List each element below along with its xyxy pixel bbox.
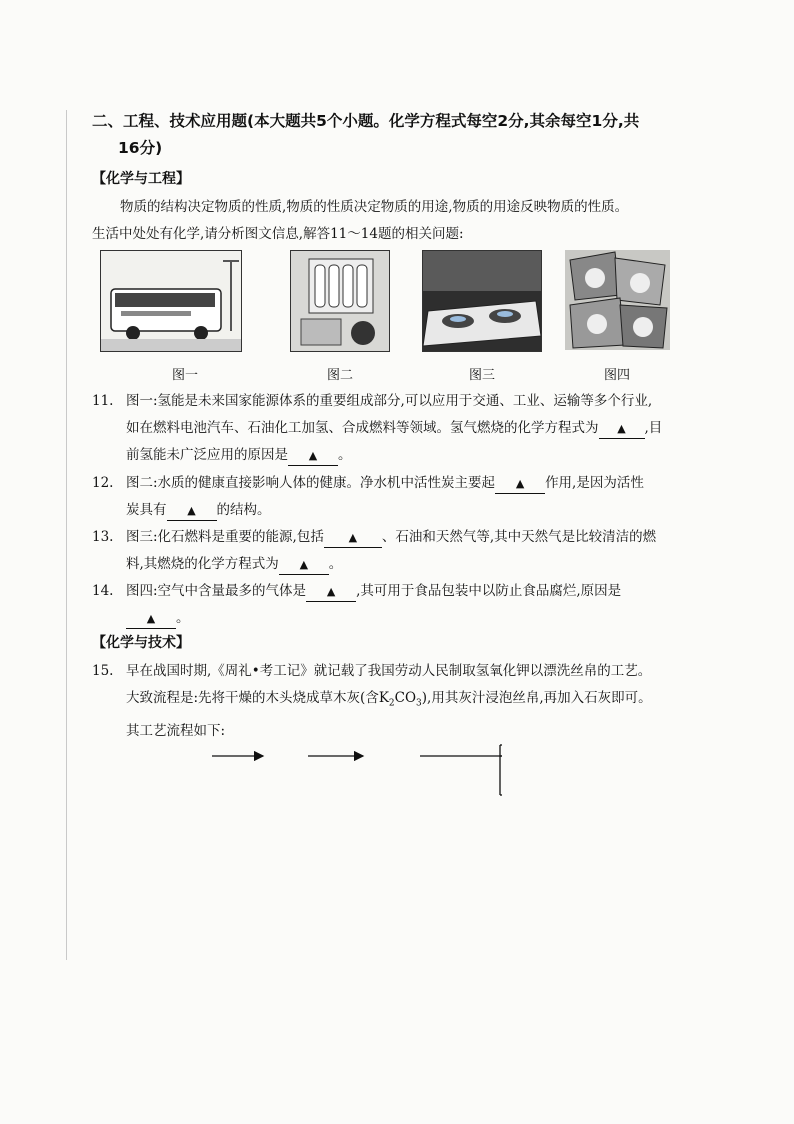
q14-blank-reason[interactable] xyxy=(126,609,176,629)
question-12 xyxy=(92,470,697,524)
q12-line2b: 的结构。 xyxy=(216,502,271,518)
flowchart-arrows xyxy=(160,740,620,855)
q14-line1a: 图四:空气中含量最多的气体是 xyxy=(126,583,307,599)
q15-number: 15. xyxy=(92,663,114,679)
part1-intro-line2: 生活中处处有化学,请分析图文信息,解答11～14题的相关问题: xyxy=(92,226,464,242)
answer-blank-marker: ▲ xyxy=(515,477,525,490)
q15-line1: 早在战国时期,《周礼•考工记》就记载了我国劳动人民制取氢氧化钾以漂洗丝帛的工艺。 xyxy=(126,663,652,679)
q14-line2b: 。 xyxy=(176,610,190,626)
section-title-line1: 二、工程、技术应用题(本大题共5个小题。化学方程式每空2分,其余每空1分,共 xyxy=(92,112,640,130)
q15-line3: 其工艺流程如下: xyxy=(126,722,226,739)
q11-line1: 图一:氢能是未来国家能源体系的重要组成部分,可以应用于交通、工业、运输等多个行业, xyxy=(126,393,653,409)
q11-blank-equation[interactable] xyxy=(599,419,645,439)
q13-blank-equation[interactable] xyxy=(279,555,329,575)
answer-blank-marker: ▲ xyxy=(299,558,309,571)
answer-blank-marker: ▲ xyxy=(348,531,358,544)
section-title-line2: 16分) xyxy=(118,139,163,157)
q15-line2a: 大致流程是:先将干燥的木头烧成草木灰(含K xyxy=(126,690,389,706)
q14-number: 14. xyxy=(92,583,114,599)
q15-line2b: CO xyxy=(394,690,417,706)
figure4-food-package-photo xyxy=(565,250,670,350)
q12-line1a: 图二:水质的健康直接影响人体的健康。净水机中活性炭主要起 xyxy=(126,475,496,491)
q11-line3a: 前氢能未广泛应用的原因是 xyxy=(126,447,288,463)
figure-row xyxy=(95,250,695,383)
answer-blank-marker: ▲ xyxy=(187,504,196,517)
q11-line2b: ,目 xyxy=(644,420,663,436)
question-14 xyxy=(92,578,697,632)
q13-number: 13. xyxy=(92,529,114,545)
process-flowchart xyxy=(160,740,620,855)
figure1-bus-photo xyxy=(100,250,242,352)
figure4-caption: 图四 xyxy=(603,368,630,383)
q11-blank-reason[interactable] xyxy=(288,446,338,466)
question-11 xyxy=(92,388,697,469)
figure2-caption: 图二 xyxy=(326,368,353,383)
page-fold-line xyxy=(66,110,67,960)
figure2-water-purifier-photo xyxy=(290,250,390,352)
q13-line1b: 、石油和天然气等,其中天然气是比较清洁的燃 xyxy=(381,529,657,545)
q11-number: 11. xyxy=(92,393,114,409)
part1-heading: 【化学与工程】 xyxy=(92,171,190,187)
figure3-gas-stove-photo xyxy=(422,250,542,352)
answer-blank-marker: ▲ xyxy=(308,449,318,462)
q15-line2-sub2: 3 xyxy=(416,698,422,709)
question-13 xyxy=(92,524,697,578)
part1-intro-line1: 物质的结构决定物质的性质,物质的性质决定物质的用途,物质的用途反映物质的性质。 xyxy=(120,199,629,215)
q12-line2a: 炭具有 xyxy=(126,502,167,518)
question-15 xyxy=(92,658,697,745)
q11-line2a: 如在燃料电池汽车、石油化工加氢、合成燃料等领域。氢气燃烧的化学方程式为 xyxy=(126,420,599,436)
answer-blank-marker: ▲ xyxy=(146,612,156,625)
answer-blank-marker: ▲ xyxy=(617,422,626,435)
q13-line1a: 图三:化石燃料是重要的能源,包括 xyxy=(126,529,324,545)
figure1-caption: 图一 xyxy=(171,368,198,383)
q14-blank-gas[interactable] xyxy=(306,582,356,602)
figure3-caption: 图三 xyxy=(468,368,495,383)
q12-blank-structure[interactable] xyxy=(167,501,217,521)
q12-line1b: 作用,是因为活性 xyxy=(545,475,644,491)
q11-line3b: 。 xyxy=(338,447,352,463)
section-title xyxy=(92,108,692,162)
q13-line2a: 料,其燃烧的化学方程式为 xyxy=(126,556,279,572)
part2-heading: 【化学与技术】 xyxy=(92,635,190,651)
q13-line2b: 。 xyxy=(328,556,343,572)
q12-blank-function[interactable] xyxy=(495,474,545,494)
q15-line2-sub: 2 xyxy=(388,698,395,709)
q12-number: 12. xyxy=(92,475,114,491)
q13-blank-fuel[interactable] xyxy=(324,528,382,548)
q14-line1b: ,其可用于食品包装中以防止食品腐烂,原因是 xyxy=(356,583,622,599)
q15-line2c: ),用其灰汁浸泡丝帛,再加入石灰即可。 xyxy=(421,690,652,706)
answer-blank-marker: ▲ xyxy=(326,585,336,598)
